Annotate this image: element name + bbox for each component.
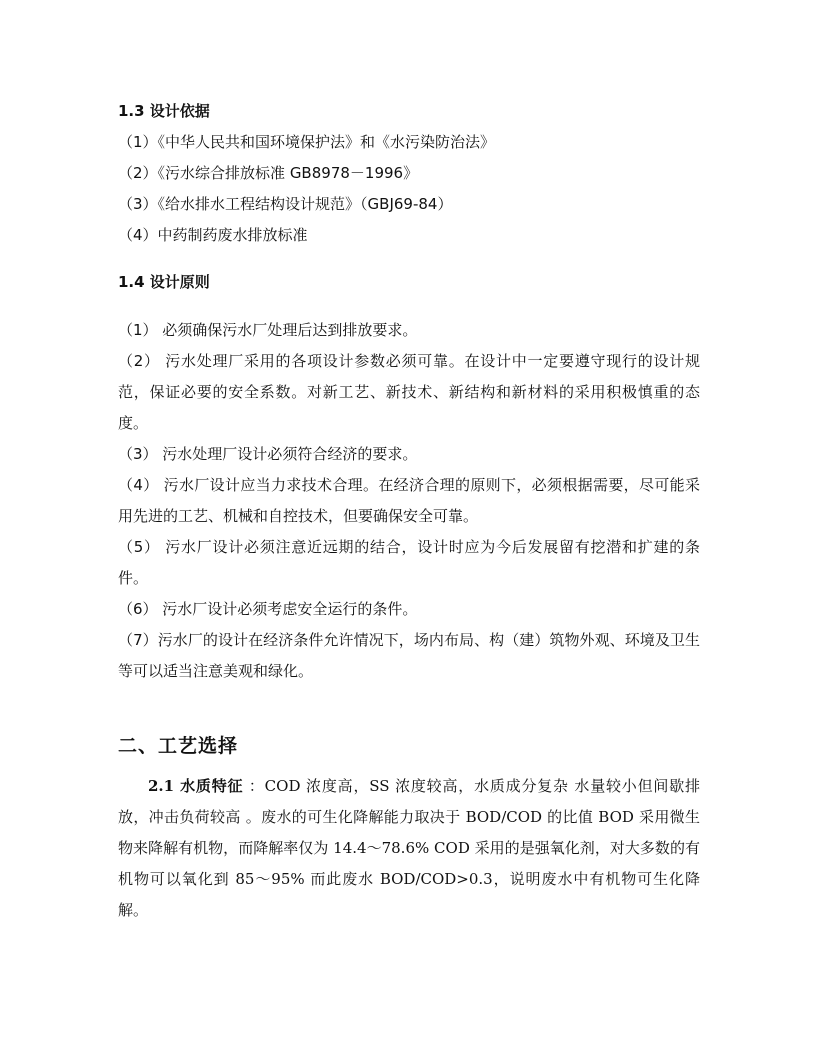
list-item: （3） 污水处理厂设计必须符合经济的要求。 [118, 445, 418, 463]
list-item: （5） 污水厂设计必须注意近远期的结合，设计时应为今后发展留有挖潜和扩建的条件。 [118, 538, 700, 587]
section-1-3-title: 1.3 设计依据 [118, 102, 210, 120]
list-item: （2） 污水处理厂采用的各项设计参数必须可靠。在设计中一定要遵守现行的设计规范，保证必要的安全系数。对新工艺、新技术、新结构和新材料的采用积极慎重的态度。 [118, 352, 700, 432]
list-item: （7）污水厂的设计在经济条件允许情况下，场内布局、构（建）筑物外观、环境及卫生等可以适当注意美观和绿化。 [118, 631, 700, 680]
section-2-1-paragraph [118, 771, 700, 926]
document-body [118, 100, 700, 926]
section-2-title: 二、工艺选择 [118, 735, 239, 757]
list-item: （6） 污水厂设计必须考虑安全运行的条件。 [118, 600, 418, 618]
list-item: （1）《中华人民共和国环境保护法》和《水污染防治法》 [118, 133, 496, 151]
section-2-1-body: ：COD 浓度高，SS 浓度较高，水质成分复杂 水量较小但间歇排放，冲击负荷较高 。废水的可生化降解能力取决于 BOD/COD 的比值 BOD 采用微生物来降解有机物，而降解率仅为 14.4～78.6% COD 采用的是强氧化剂，对大多数的有机物可以氧化到 85～95% 而此废水 BOD/COD>0.3，说明废水中有机物可生化降解。 [118, 777, 700, 919]
list-item: （1） 必须确保污水厂处理后达到排放要求。 [118, 321, 418, 339]
section-1-4-title: 1.4 设计原则 [118, 273, 210, 291]
list-item: （3）《给水排水工程结构设计规范》（GBJ69-84） [118, 195, 453, 213]
list-item: （2）《污水综合排放标准 GB8978－1996》 [118, 164, 419, 182]
list-item: （4） 污水厂设计应当力求技术合理。在经济合理的原则下，必须根据需要，尽可能采用先进的工艺、机械和自控技术，但要确保安全可靠。 [118, 476, 700, 525]
section-2-1-title: 2.1 水质特征 [148, 777, 244, 795]
list-item: （4）中药制药废水排放标准 [118, 226, 308, 244]
